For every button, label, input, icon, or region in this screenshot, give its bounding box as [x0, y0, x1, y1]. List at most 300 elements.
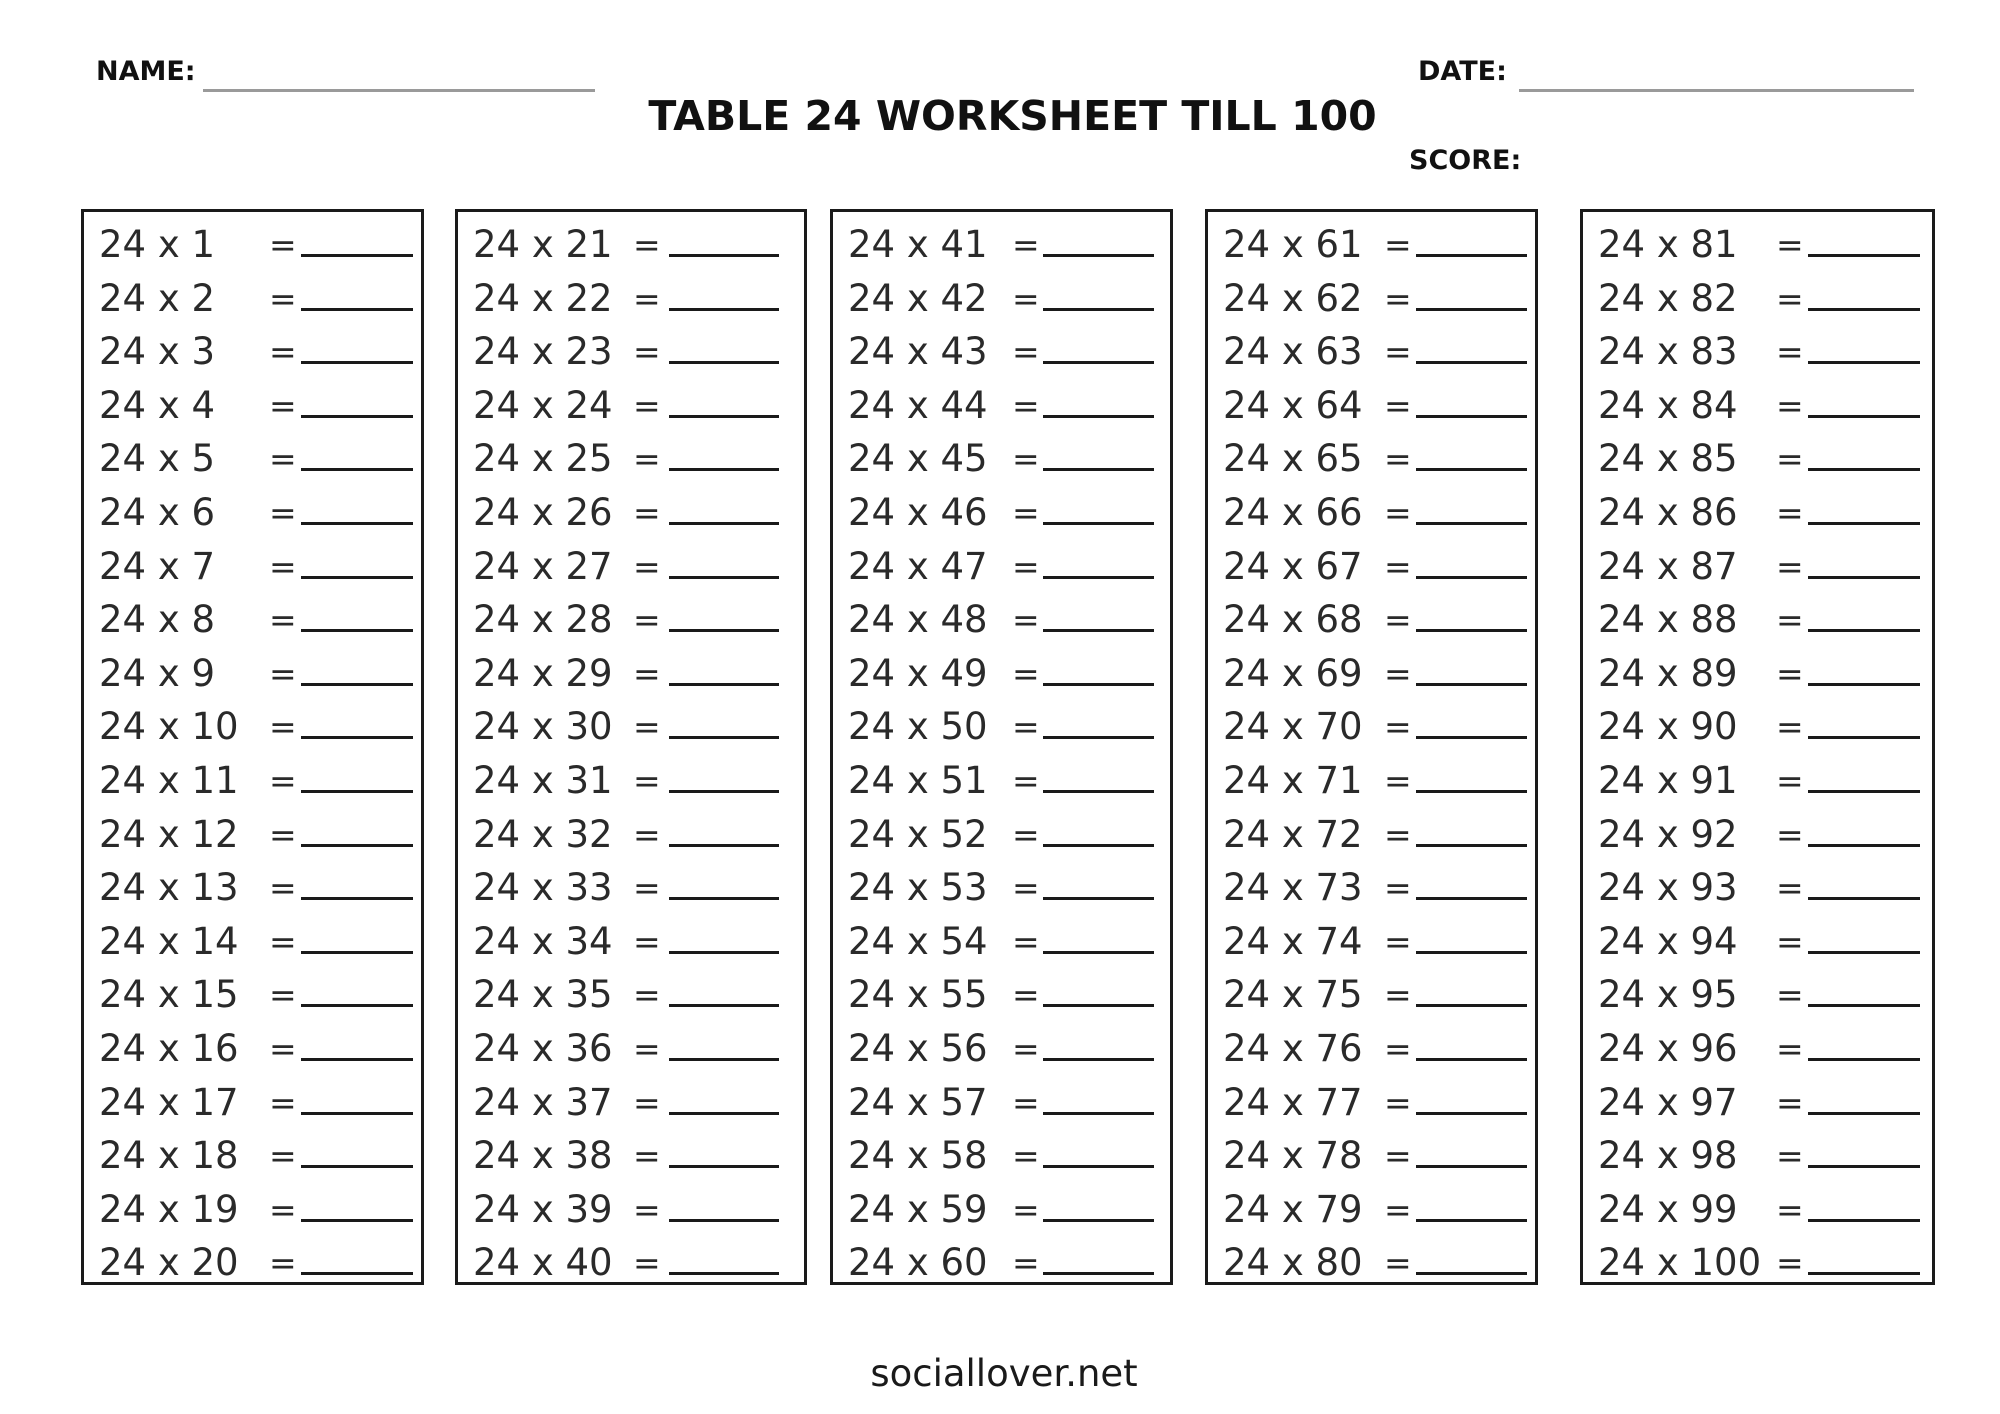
problem-row — [84, 968, 421, 1021]
equals-sign: = — [1384, 975, 1412, 1015]
problem-text: 24 x 98 — [1598, 1134, 1738, 1178]
problem-text: 24 x 100 — [1598, 1241, 1762, 1285]
answer-blank[interactable] — [1808, 361, 1920, 364]
problem-text: 24 x 91 — [1598, 759, 1738, 802]
answer-blank[interactable] — [1416, 468, 1527, 471]
problem-row — [458, 700, 804, 753]
answer-blank[interactable] — [1043, 254, 1154, 257]
problem-text: 24 x 96 — [1598, 1027, 1738, 1070]
answer-blank[interactable] — [669, 1058, 779, 1061]
problem-row — [458, 486, 804, 539]
answer-blank[interactable] — [1416, 1112, 1527, 1115]
equals-sign: = — [633, 975, 661, 1015]
problem-row — [1583, 754, 1932, 807]
equals-sign: = — [1384, 1029, 1412, 1068]
answer-blank[interactable] — [1416, 254, 1527, 257]
problem-text: 24 x 86 — [1598, 491, 1738, 534]
answer-blank[interactable] — [1043, 951, 1154, 954]
problem-row — [1583, 486, 1932, 539]
equals-sign: = — [269, 225, 297, 264]
date-label: DATE: — [1418, 56, 1507, 87]
problem-row — [833, 432, 1170, 485]
problem-text: 24 x 63 — [1223, 330, 1363, 374]
equals-sign: = — [1012, 761, 1040, 800]
answer-blank[interactable] — [1043, 790, 1154, 793]
equals-sign: = — [1384, 1189, 1412, 1229]
problem-row — [1583, 1236, 1932, 1289]
problem-text: 24 x 68 — [1223, 598, 1363, 642]
answer-blank[interactable] — [1416, 790, 1527, 793]
problem-row — [833, 915, 1170, 968]
problem-row — [1583, 968, 1932, 1021]
answer-blank[interactable] — [1808, 522, 1920, 525]
equals-sign: = — [1012, 814, 1040, 854]
problem-row — [1208, 379, 1535, 432]
answer-blank[interactable] — [669, 897, 779, 900]
problem-row — [458, 968, 804, 1021]
answer-blank[interactable] — [1808, 1165, 1920, 1168]
problem-row — [1208, 1183, 1535, 1236]
problem-text: 24 x 83 — [1598, 330, 1738, 374]
equals-sign: = — [1776, 1082, 1804, 1122]
problem-text: 24 x 43 — [848, 330, 988, 374]
answer-blank[interactable] — [301, 254, 413, 257]
answer-blank[interactable] — [1808, 576, 1920, 579]
answer-blank[interactable] — [669, 361, 779, 364]
problem-row — [84, 432, 421, 485]
problem-row — [458, 1022, 804, 1075]
problem-row — [1583, 808, 1932, 861]
problem-row — [1208, 486, 1535, 539]
answer-blank[interactable] — [1808, 1004, 1920, 1007]
equals-sign: = — [633, 225, 661, 264]
problem-text: 24 x 24 — [473, 383, 613, 427]
answer-blank[interactable] — [1808, 254, 1920, 257]
equals-sign: = — [1384, 546, 1412, 586]
answer-blank[interactable] — [301, 1112, 413, 1115]
problem-row — [1208, 1022, 1535, 1075]
equals-sign: = — [1384, 1136, 1412, 1176]
answer-blank[interactable] — [1416, 1058, 1527, 1061]
answer-blank[interactable] — [669, 254, 779, 257]
answer-blank[interactable] — [1416, 1165, 1527, 1168]
problem-text: 24 x 50 — [848, 705, 988, 749]
equals-sign: = — [269, 653, 297, 693]
equals-sign: = — [1776, 546, 1804, 586]
problem-row — [84, 861, 421, 914]
problem-column-1 — [81, 209, 424, 1285]
problem-row — [458, 808, 804, 861]
answer-blank[interactable] — [1808, 629, 1920, 632]
name-label: NAME: — [96, 56, 196, 87]
equals-sign: = — [1776, 1136, 1804, 1176]
equals-sign: = — [269, 868, 297, 908]
equals-sign: = — [269, 439, 297, 479]
equals-sign: = — [1012, 653, 1040, 693]
answer-blank[interactable] — [301, 361, 413, 364]
problem-row — [84, 486, 421, 539]
equals-sign: = — [269, 1029, 297, 1068]
problem-row — [1208, 540, 1535, 593]
answer-blank[interactable] — [1043, 1272, 1154, 1275]
problem-text: 24 x 80 — [1223, 1241, 1363, 1285]
answer-blank[interactable] — [1043, 1112, 1154, 1115]
answer-blank[interactable] — [301, 897, 413, 900]
answer-blank[interactable] — [1043, 1219, 1154, 1222]
answer-blank[interactable] — [669, 1272, 779, 1275]
problem-row — [84, 1076, 421, 1129]
answer-blank[interactable] — [1043, 308, 1154, 311]
answer-blank[interactable] — [669, 844, 779, 847]
problem-row — [1583, 272, 1932, 325]
answer-blank[interactable] — [1416, 1272, 1527, 1275]
problem-row — [833, 1236, 1170, 1289]
problem-row — [458, 272, 804, 325]
equals-sign: = — [269, 1136, 297, 1176]
answer-blank[interactable] — [1416, 361, 1527, 364]
problem-row — [1583, 1183, 1932, 1236]
equals-sign: = — [1776, 1189, 1804, 1229]
problem-text: 24 x 76 — [1223, 1027, 1363, 1070]
answer-blank[interactable] — [1416, 897, 1527, 900]
problem-row — [84, 808, 421, 861]
answer-blank[interactable] — [669, 576, 779, 579]
problem-row — [833, 486, 1170, 539]
answer-blank[interactable] — [669, 951, 779, 954]
equals-sign: = — [633, 385, 661, 425]
answer-blank[interactable] — [1808, 951, 1920, 954]
answer-blank[interactable] — [669, 415, 779, 418]
problem-text: 24 x 18 — [99, 1134, 239, 1178]
problem-row — [84, 272, 421, 325]
equals-sign: = — [1012, 385, 1040, 425]
problem-text: 24 x 16 — [99, 1027, 239, 1070]
problem-column-3 — [830, 209, 1173, 1285]
problem-row — [833, 700, 1170, 753]
equals-sign: = — [1384, 1243, 1412, 1283]
problem-text: 24 x 30 — [473, 705, 613, 749]
problem-text: 24 x 49 — [848, 651, 988, 695]
answer-blank[interactable] — [669, 1112, 779, 1115]
problem-text: 24 x 60 — [848, 1241, 988, 1285]
equals-sign: = — [1776, 761, 1804, 800]
problem-text: 24 x 81 — [1598, 223, 1738, 266]
equals-sign: = — [633, 546, 661, 586]
problem-text: 24 x 90 — [1598, 705, 1738, 749]
problem-text: 24 x 10 — [99, 705, 239, 749]
problem-text: 24 x 71 — [1223, 759, 1363, 802]
problem-text: 24 x 78 — [1223, 1134, 1363, 1178]
problem-row — [84, 593, 421, 646]
answer-blank[interactable] — [669, 736, 779, 739]
answer-blank[interactable] — [669, 522, 779, 525]
problem-row — [833, 1183, 1170, 1236]
problem-text: 24 x 53 — [848, 866, 988, 910]
equals-sign: = — [1012, 278, 1040, 318]
answer-blank[interactable] — [1043, 415, 1154, 418]
answer-blank[interactable] — [669, 1004, 779, 1007]
equals-sign: = — [1012, 546, 1040, 586]
equals-sign: = — [1012, 332, 1040, 372]
problem-row — [1208, 861, 1535, 914]
equals-sign: = — [1012, 1029, 1040, 1068]
answer-blank[interactable] — [1416, 522, 1527, 525]
problem-text: 24 x 75 — [1223, 973, 1363, 1017]
equals-sign: = — [633, 814, 661, 854]
problem-text: 24 x 35 — [473, 973, 613, 1017]
answer-blank[interactable] — [1808, 790, 1920, 793]
problem-text: 24 x 55 — [848, 973, 988, 1017]
answer-blank[interactable] — [1808, 1272, 1920, 1275]
problem-text: 24 x 74 — [1223, 919, 1363, 963]
problem-text: 24 x 84 — [1598, 383, 1738, 427]
answer-blank[interactable] — [301, 790, 413, 793]
answer-blank[interactable] — [1808, 683, 1920, 686]
problem-row — [1208, 1129, 1535, 1182]
answer-blank[interactable] — [301, 468, 413, 471]
answer-blank[interactable] — [669, 468, 779, 471]
answer-blank[interactable] — [1416, 576, 1527, 579]
answer-blank[interactable] — [1808, 897, 1920, 900]
equals-sign: = — [633, 1082, 661, 1122]
equals-sign: = — [1384, 653, 1412, 693]
answer-blank[interactable] — [301, 1165, 413, 1168]
problem-text: 24 x 32 — [473, 812, 613, 856]
problem-row — [833, 861, 1170, 914]
equals-sign: = — [1384, 761, 1412, 800]
problem-text: 24 x 65 — [1223, 437, 1363, 481]
equals-sign: = — [633, 653, 661, 693]
equals-sign: = — [269, 1082, 297, 1122]
problem-row — [1583, 915, 1932, 968]
problem-row — [458, 915, 804, 968]
answer-blank[interactable] — [1416, 844, 1527, 847]
answer-blank[interactable] — [301, 683, 413, 686]
problem-row — [1583, 540, 1932, 593]
problem-text: 24 x 8 — [99, 598, 216, 642]
answer-blank[interactable] — [669, 629, 779, 632]
equals-sign: = — [1776, 868, 1804, 908]
problem-text: 24 x 36 — [473, 1027, 613, 1070]
equals-sign: = — [633, 439, 661, 479]
problem-text: 24 x 72 — [1223, 812, 1363, 856]
answer-blank[interactable] — [301, 415, 413, 418]
answer-blank[interactable] — [301, 1058, 413, 1061]
problem-row — [458, 379, 804, 432]
equals-sign: = — [269, 493, 297, 532]
answer-blank[interactable] — [1416, 629, 1527, 632]
answer-blank[interactable] — [1808, 844, 1920, 847]
problem-row — [1208, 968, 1535, 1021]
equals-sign: = — [633, 921, 661, 961]
answer-blank[interactable] — [1043, 844, 1154, 847]
equals-sign: = — [269, 546, 297, 586]
problem-text: 24 x 94 — [1598, 919, 1738, 963]
equals-sign: = — [1384, 225, 1412, 264]
equals-sign: = — [1776, 1029, 1804, 1068]
equals-sign: = — [1384, 439, 1412, 479]
equals-sign: = — [1384, 868, 1412, 908]
answer-blank[interactable] — [1043, 361, 1154, 364]
answer-blank[interactable] — [301, 844, 413, 847]
problem-text: 24 x 82 — [1598, 276, 1738, 320]
equals-sign: = — [1012, 439, 1040, 479]
answer-blank[interactable] — [1416, 683, 1527, 686]
answer-blank[interactable] — [1416, 736, 1527, 739]
answer-blank[interactable] — [669, 683, 779, 686]
problem-row — [84, 1022, 421, 1075]
answer-blank[interactable] — [1043, 1004, 1154, 1007]
answer-blank[interactable] — [1416, 951, 1527, 954]
answer-blank[interactable] — [1808, 308, 1920, 311]
answer-blank[interactable] — [301, 1004, 413, 1007]
equals-sign: = — [1384, 332, 1412, 372]
equals-sign: = — [1776, 707, 1804, 747]
problem-text: 24 x 42 — [848, 276, 988, 320]
equals-sign: = — [1012, 921, 1040, 961]
problem-row — [833, 218, 1170, 271]
problem-text: 24 x 28 — [473, 598, 613, 642]
problem-row — [1583, 647, 1932, 700]
problem-text: 24 x 5 — [99, 437, 216, 481]
date-line[interactable] — [1519, 89, 1914, 92]
problem-text: 24 x 93 — [1598, 866, 1738, 910]
answer-blank[interactable] — [1043, 522, 1154, 525]
answer-blank[interactable] — [1043, 468, 1154, 471]
problem-text: 24 x 46 — [848, 491, 988, 534]
problem-text: 24 x 40 — [473, 1241, 613, 1285]
answer-blank[interactable] — [669, 790, 779, 793]
equals-sign: = — [1384, 385, 1412, 425]
problem-row — [458, 1076, 804, 1129]
answer-blank[interactable] — [669, 308, 779, 311]
answer-blank[interactable] — [669, 1165, 779, 1168]
problem-text: 24 x 56 — [848, 1027, 988, 1070]
answer-blank[interactable] — [1416, 1004, 1527, 1007]
answer-blank[interactable] — [1043, 736, 1154, 739]
equals-sign: = — [269, 332, 297, 372]
problem-text: 24 x 85 — [1598, 437, 1738, 481]
problem-row — [458, 540, 804, 593]
problem-text: 24 x 20 — [99, 1241, 239, 1285]
equals-sign: = — [633, 1189, 661, 1229]
equals-sign: = — [1012, 1243, 1040, 1283]
problem-column-4 — [1205, 209, 1538, 1285]
equals-sign: = — [633, 1243, 661, 1283]
problem-row — [84, 379, 421, 432]
equals-sign: = — [633, 493, 661, 532]
answer-blank[interactable] — [1043, 897, 1154, 900]
answer-blank[interactable] — [669, 1219, 779, 1222]
problem-text: 24 x 69 — [1223, 651, 1363, 695]
problem-row — [1583, 1076, 1932, 1129]
answer-blank[interactable] — [301, 1272, 413, 1275]
problem-row — [833, 379, 1170, 432]
problem-text: 24 x 99 — [1598, 1187, 1738, 1231]
equals-sign: = — [1384, 707, 1412, 747]
answer-blank[interactable] — [1043, 576, 1154, 579]
answer-blank[interactable] — [301, 629, 413, 632]
equals-sign: = — [1776, 1243, 1804, 1283]
problem-text: 24 x 66 — [1223, 491, 1363, 534]
equals-sign: = — [1012, 1082, 1040, 1122]
problem-text: 24 x 3 — [99, 330, 216, 374]
answer-blank[interactable] — [301, 1219, 413, 1222]
problem-text: 24 x 34 — [473, 919, 613, 963]
equals-sign: = — [269, 761, 297, 800]
answer-blank[interactable] — [301, 308, 413, 311]
problem-text: 24 x 37 — [473, 1080, 613, 1124]
answer-blank[interactable] — [301, 951, 413, 954]
problem-row — [458, 861, 804, 914]
answer-blank[interactable] — [301, 736, 413, 739]
equals-sign: = — [633, 1136, 661, 1176]
problem-text: 24 x 27 — [473, 544, 613, 588]
problem-row — [458, 1183, 804, 1236]
problem-text: 24 x 89 — [1598, 651, 1738, 695]
answer-blank[interactable] — [1416, 415, 1527, 418]
equals-sign: = — [1012, 600, 1040, 640]
problem-row — [84, 647, 421, 700]
problem-row — [833, 968, 1170, 1021]
problem-row — [458, 218, 804, 271]
answer-blank[interactable] — [1808, 1058, 1920, 1061]
problem-row — [1208, 808, 1535, 861]
equals-sign: = — [633, 707, 661, 747]
problem-row — [833, 272, 1170, 325]
answer-blank[interactable] — [1043, 1165, 1154, 1168]
problem-text: 24 x 54 — [848, 919, 988, 963]
problem-text: 24 x 88 — [1598, 598, 1738, 642]
problem-row — [458, 325, 804, 378]
equals-sign: = — [269, 1243, 297, 1283]
problem-text: 24 x 19 — [99, 1187, 239, 1231]
answer-blank[interactable] — [1808, 1112, 1920, 1115]
problem-text: 24 x 58 — [848, 1134, 988, 1178]
equals-sign: = — [1384, 278, 1412, 318]
equals-sign: = — [1776, 439, 1804, 479]
problem-text: 24 x 97 — [1598, 1080, 1738, 1124]
problem-text: 24 x 33 — [473, 866, 613, 910]
problem-row — [1208, 1236, 1535, 1289]
answer-blank[interactable] — [1416, 1219, 1527, 1222]
answer-blank[interactable] — [1808, 1219, 1920, 1222]
equals-sign: = — [1776, 653, 1804, 693]
problem-row — [84, 915, 421, 968]
answer-blank[interactable] — [1808, 468, 1920, 471]
answer-blank[interactable] — [1043, 683, 1154, 686]
problem-row — [1208, 593, 1535, 646]
answer-blank[interactable] — [1043, 629, 1154, 632]
problem-row — [1208, 647, 1535, 700]
problem-text: 24 x 73 — [1223, 866, 1363, 910]
problem-column-5 — [1580, 209, 1935, 1285]
problem-text: 24 x 7 — [99, 544, 216, 588]
problem-row — [1208, 1076, 1535, 1129]
answer-blank[interactable] — [1808, 736, 1920, 739]
answer-blank[interactable] — [1416, 308, 1527, 311]
answer-blank[interactable] — [1043, 1058, 1154, 1061]
answer-blank[interactable] — [1808, 415, 1920, 418]
problem-row — [1208, 325, 1535, 378]
problem-row — [833, 1129, 1170, 1182]
problem-row — [1583, 325, 1932, 378]
answer-blank[interactable] — [301, 576, 413, 579]
problem-row — [84, 1183, 421, 1236]
problem-row — [833, 1076, 1170, 1129]
answer-blank[interactable] — [301, 522, 413, 525]
problem-text: 24 x 38 — [473, 1134, 613, 1178]
